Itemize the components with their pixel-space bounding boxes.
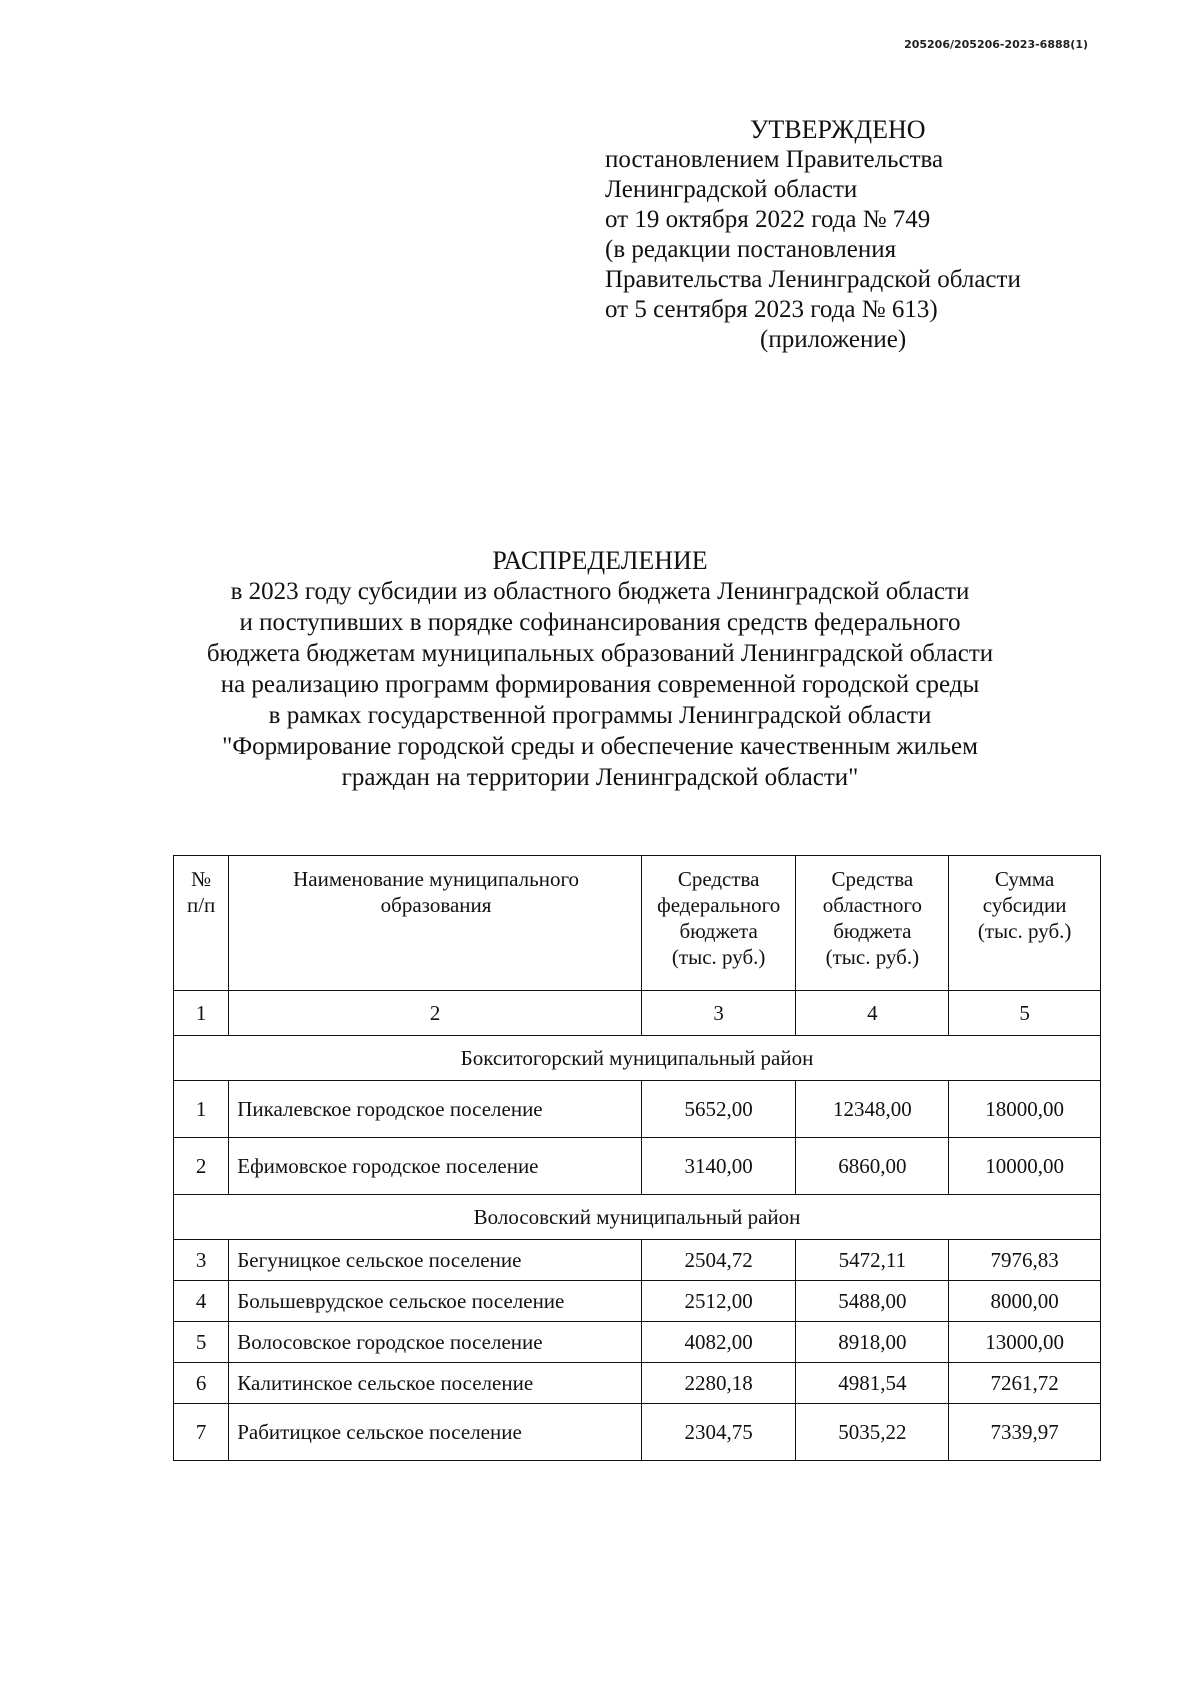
title-line: в 2023 году субсидии из областного бюджета Ленинградской области	[230, 578, 970, 605]
header-regional: Средства областного бюджета (тыс. руб.)	[796, 856, 949, 991]
row-total: 7339,97	[949, 1404, 1101, 1461]
row-federal: 3140,00	[641, 1138, 796, 1195]
title-line: "Формирование городской среды и обеспечение качественным жильем	[222, 733, 978, 760]
row-regional: 5035,22	[796, 1404, 949, 1461]
row-name: Рабитицкое сельское поселение	[229, 1404, 642, 1461]
row-regional: 4981,54	[796, 1363, 949, 1404]
title-line: и поступивших в порядке софинансирования средств федерального	[239, 609, 961, 636]
approval-line: постановлением Правительства	[605, 146, 944, 173]
header-name: Наименование муниципального образования	[229, 856, 642, 991]
group-row	[174, 1036, 1101, 1081]
table-row	[174, 1404, 1101, 1461]
row-federal: 2512,00	[641, 1281, 796, 1322]
approval-line: Правительства Ленинградской области	[605, 266, 1021, 293]
row-federal: 2304,75	[641, 1404, 796, 1461]
row-num: 7	[174, 1404, 229, 1461]
row-total: 8000,00	[949, 1281, 1101, 1322]
row-num: 6	[174, 1363, 229, 1404]
row-total: 7976,83	[949, 1240, 1101, 1281]
row-total: 10000,00	[949, 1138, 1101, 1195]
approval-stamp	[605, 115, 1125, 355]
document-id: 205206/205206-2023-6888(1)	[904, 38, 1088, 51]
approval-line: от 19 октября 2022 года № 749	[605, 206, 931, 233]
table-row	[174, 1240, 1101, 1281]
row-num: 5	[174, 1322, 229, 1363]
row-name: Ефимовское городское поселение	[229, 1138, 642, 1195]
row-total: 13000,00	[949, 1322, 1101, 1363]
row-total: 18000,00	[949, 1081, 1101, 1138]
row-num: 1	[174, 1081, 229, 1138]
row-name: Калитинское сельское поселение	[229, 1363, 642, 1404]
column-number: 2	[229, 991, 642, 1036]
row-regional: 5488,00	[796, 1281, 949, 1322]
row-federal: 2280,18	[641, 1363, 796, 1404]
row-name: Большеврудское сельское поселение	[229, 1281, 642, 1322]
approval-line: от 5 сентября 2023 года № 613)	[605, 296, 938, 323]
column-numbers-row	[174, 991, 1101, 1036]
group-name: Волосовский муниципальный район	[174, 1195, 1101, 1240]
approval-appendix: (приложение)	[760, 326, 907, 353]
row-federal: 2504,72	[641, 1240, 796, 1281]
row-regional: 12348,00	[796, 1081, 949, 1138]
title-line: на реализацию программ формирования современной городской среды	[220, 671, 980, 698]
document-title	[150, 545, 1050, 793]
approval-line: Ленинградской области	[605, 176, 858, 203]
row-regional: 6860,00	[796, 1138, 949, 1195]
row-num: 2	[174, 1138, 229, 1195]
header-federal: Средства федерального бюджета (тыс. руб.)	[641, 856, 796, 991]
table-row	[174, 1081, 1101, 1138]
row-num: 3	[174, 1240, 229, 1281]
table-row	[174, 1363, 1101, 1404]
title-line: в рамках государственной программы Ленинградской области	[268, 702, 932, 729]
table-row	[174, 1281, 1101, 1322]
column-number: 5	[949, 991, 1101, 1036]
header-num: № п/п	[174, 856, 229, 991]
title-line: граждан на территории Ленинградской области"	[341, 764, 859, 791]
distribution-table	[173, 855, 1101, 1461]
title-line: бюджета бюджетам муниципальных образований Ленинградской области	[206, 640, 994, 667]
column-number: 4	[796, 991, 949, 1036]
row-name: Волосовское городское поселение	[229, 1322, 642, 1363]
row-federal: 5652,00	[641, 1081, 796, 1138]
row-federal: 4082,00	[641, 1322, 796, 1363]
approval-line: (в редакции постановления	[605, 236, 897, 263]
column-number: 3	[641, 991, 796, 1036]
row-name: Пикалевское городское поселение	[229, 1081, 642, 1138]
table-row	[174, 1322, 1101, 1363]
header-total: Сумма субсидии (тыс. руб.)	[949, 856, 1101, 991]
row-total: 7261,72	[949, 1363, 1101, 1404]
row-num: 4	[174, 1281, 229, 1322]
column-number: 1	[174, 991, 229, 1036]
approval-heading: УТВЕРЖДЕНО	[750, 115, 926, 144]
row-name: Бегуницкое сельское поселение	[229, 1240, 642, 1281]
table-header-row	[174, 856, 1101, 991]
group-row	[174, 1195, 1101, 1240]
title-heading: РАСПРЕДЕЛЕНИЕ	[492, 546, 708, 575]
table-row	[174, 1138, 1101, 1195]
group-name: Бокситогорский муниципальный район	[174, 1036, 1101, 1081]
row-regional: 5472,11	[796, 1240, 949, 1281]
row-regional: 8918,00	[796, 1322, 949, 1363]
